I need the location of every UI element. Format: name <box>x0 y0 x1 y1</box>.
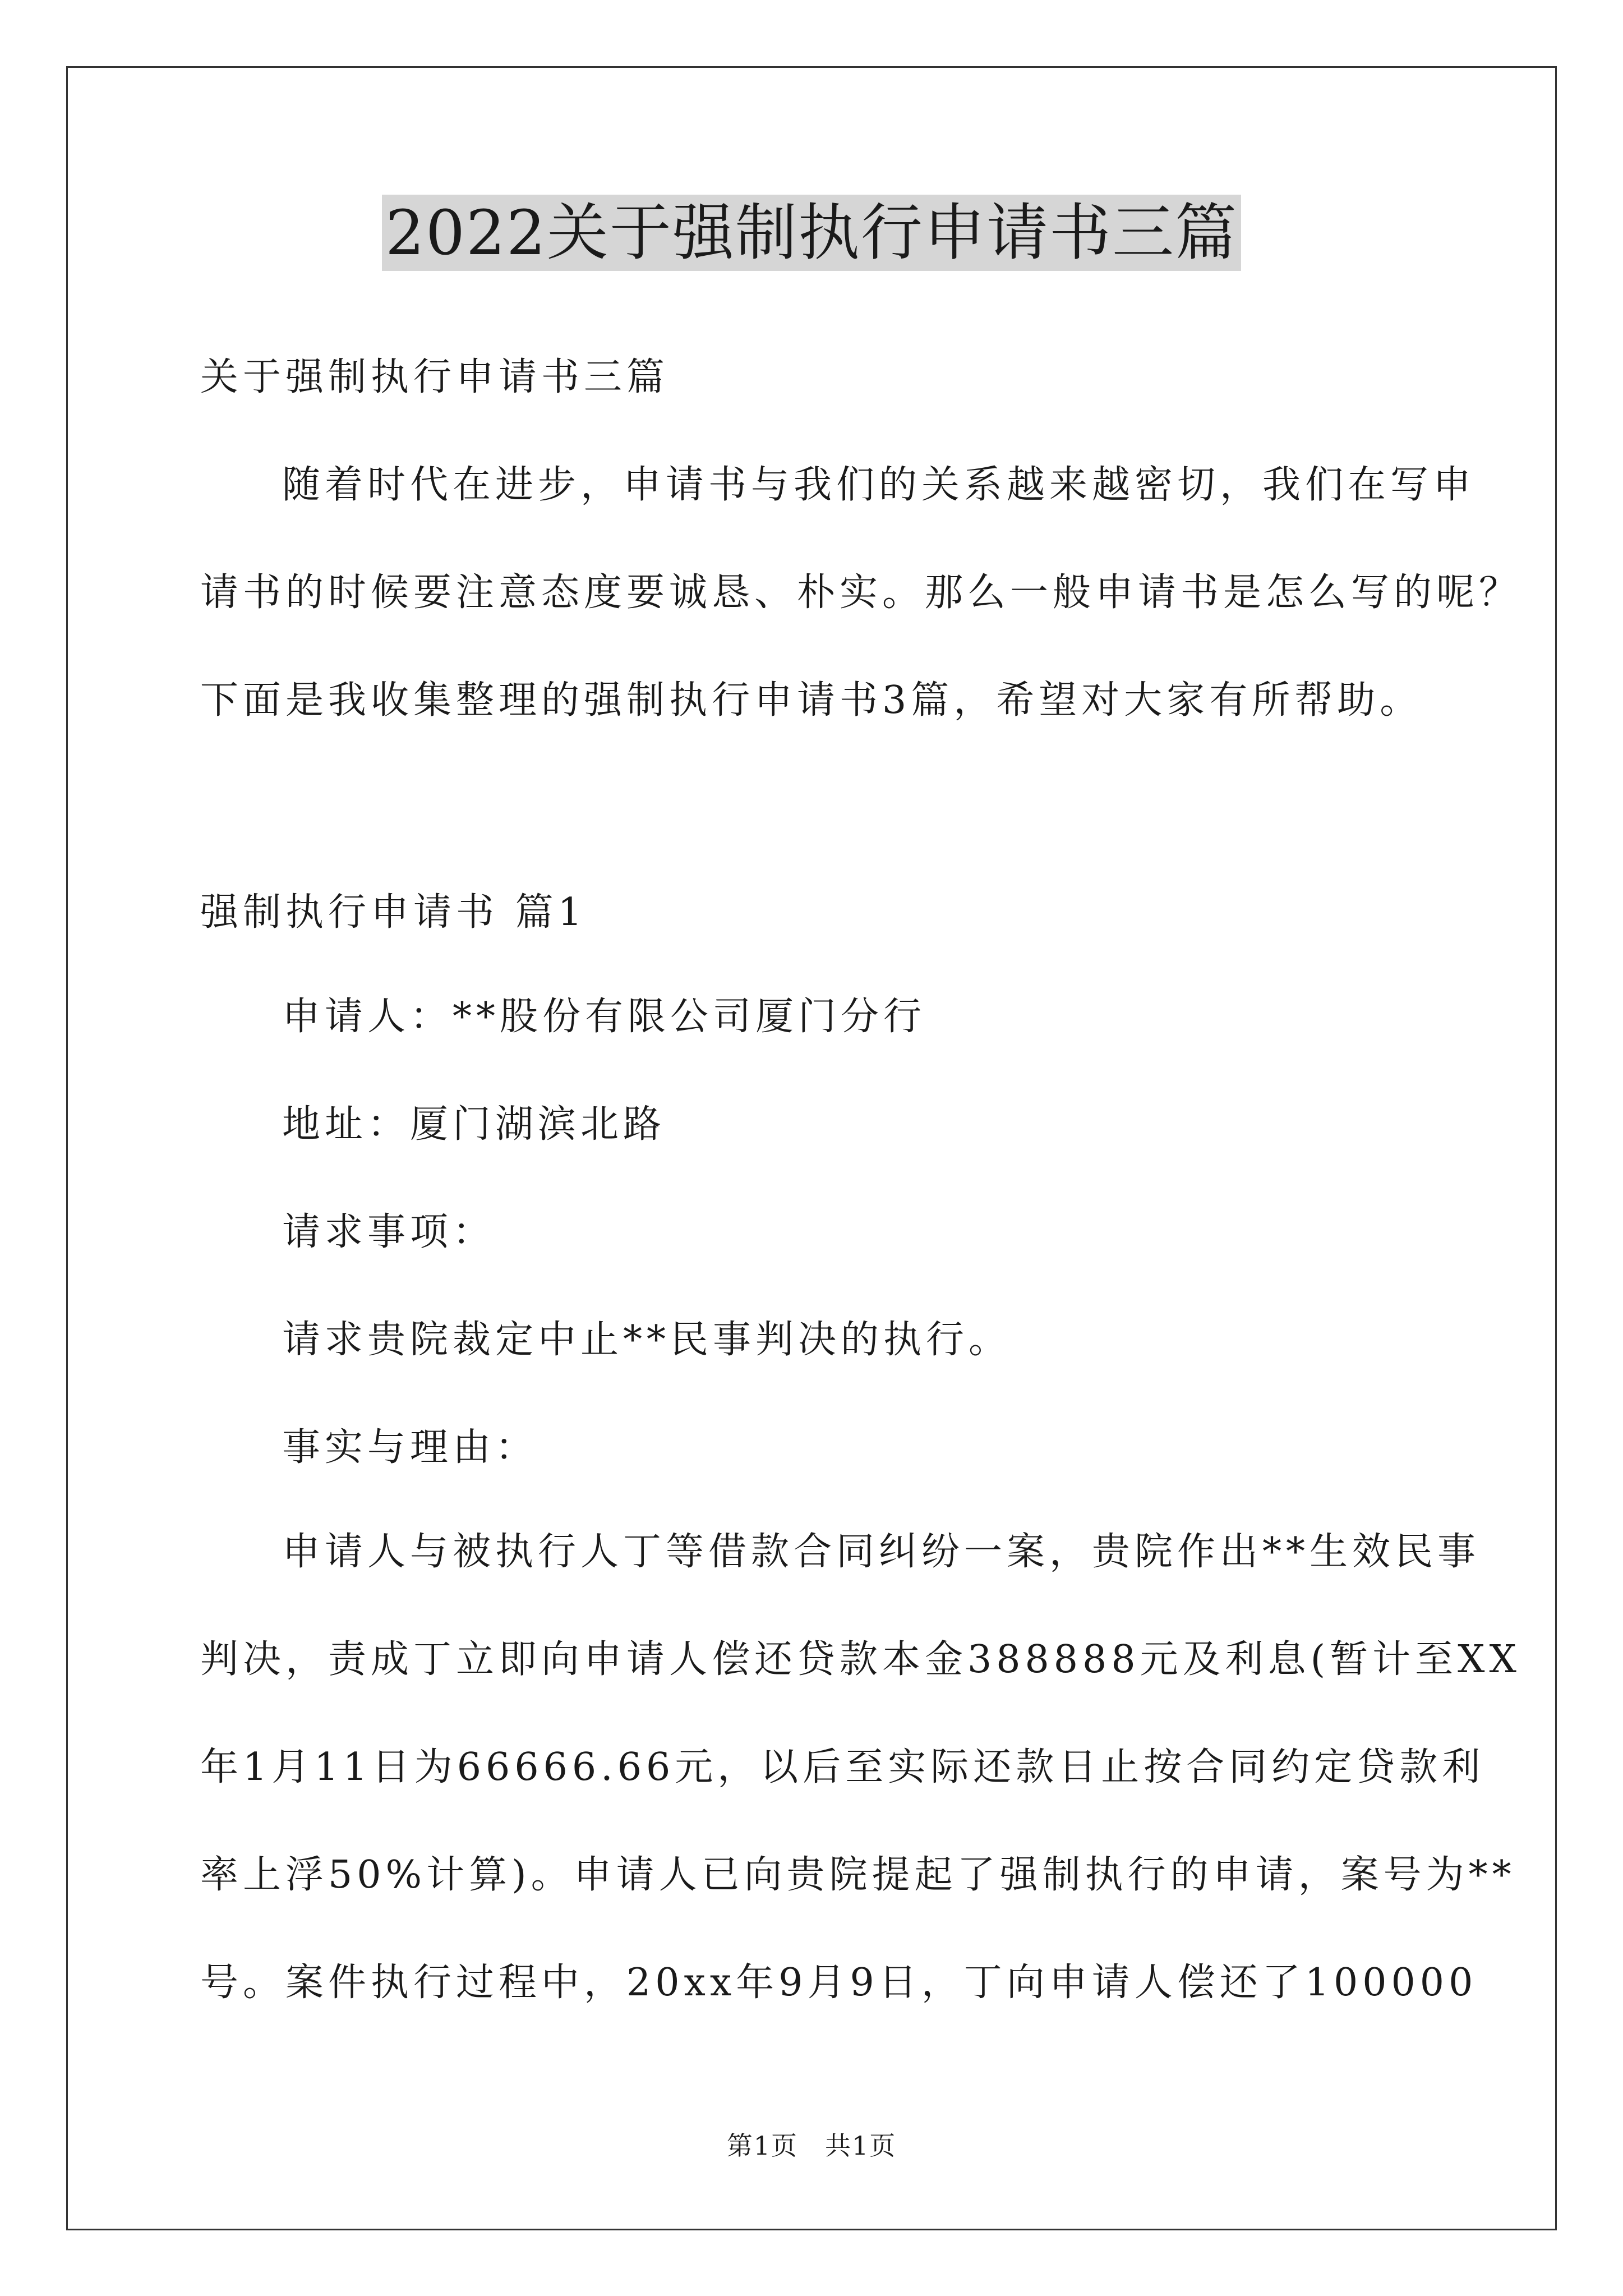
section-heading: 强制执行申请书 篇1 <box>200 890 587 935</box>
intro-line: 请书的时候要注意态度要诚恳、朴实。那么一般申请书是怎么写的呢？ <box>200 570 1522 615</box>
facts-line: 判决，责成丁立即向申请人偿还贷款本金388888元及利息(暂计至XX <box>200 1637 1521 1682</box>
facts-line: 率上浮50%计算)。申请人已向贵院提起了强制执行的申请，案号为** <box>200 1853 1516 1897</box>
document-title-text: 2022关于强制执行申请书三篇 <box>382 195 1241 271</box>
intro-line: 随着时代在进步，申请书与我们的关系越来越密切，我们在写申 <box>282 463 1476 507</box>
page-footer: 第1页 共1页 <box>726 2131 897 2161</box>
facts-heading: 事实与理由： <box>282 1425 538 1470</box>
facts-line: 年1月11日为66666.66元，以后至实际还款日止按合同约定贷款利 <box>200 1745 1485 1789</box>
facts-line: 申请人与被执行人丁等借款合同纠纷一案，贵院作出**生效民事 <box>282 1530 1481 1574</box>
subtitle: 关于强制执行申请书三篇 <box>200 355 670 399</box>
request-body: 请求贵院裁定中止**民事判决的执行。 <box>282 1318 1012 1362</box>
applicant-line: 申请人：**股份有限公司厦门分行 <box>282 995 926 1039</box>
intro-line: 下面是我收集整理的强制执行申请书3篇，希望对大家有所帮助。 <box>200 678 1423 723</box>
facts-line: 号。案件执行过程中，20xx年9月9日，丁向申请人偿还了100000 <box>200 1961 1478 2005</box>
request-heading: 请求事项： <box>282 1210 496 1254</box>
document-title <box>0 191 1623 275</box>
address-line: 地址：厦门湖滨北路 <box>282 1102 666 1147</box>
